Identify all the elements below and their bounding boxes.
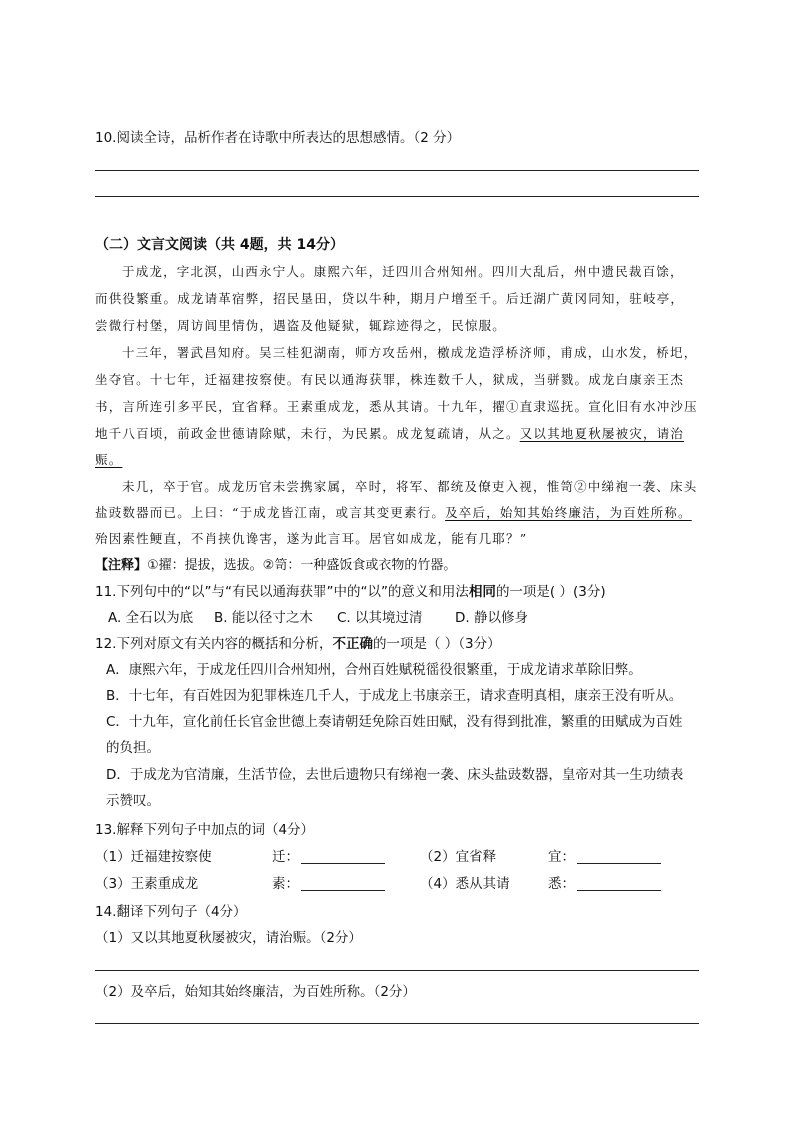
passage-line: 殆因素性鲠直，不肖挟仇谗害，遂为此言耳。居官如成龙，能有几耶？” — [95, 531, 528, 546]
q13-item: （4）悉从其请 — [420, 876, 510, 892]
q12-stem: 12.下列对原文有关内容的概括和分析，不正确的一项是（ ）（3分） — [95, 636, 501, 652]
passage-line — [95, 424, 684, 444]
option-c: C. 以其境过清 — [337, 610, 423, 626]
passage-text: 地千八百顷，前政金世德请除赋，未行，为民累。成龙复疏请，从之。 — [95, 426, 520, 441]
q13-answer: 迁： — [272, 847, 385, 867]
q14-stem: 14.翻译下列句子（4分） — [95, 904, 247, 920]
q13-answer: 素： — [272, 874, 385, 894]
answer-blank[interactable] — [301, 876, 385, 891]
passage-line: 十三年，署武昌知府。吴三桂犯湖南，师方攻岳州，檄成龙造浮桥济师，甫成，山水发，桥圯， — [122, 345, 698, 360]
notes — [95, 556, 456, 576]
passage-text: 盐豉数器而已。上曰：“于成龙皆江南，或言其变更素行。 — [95, 505, 446, 520]
q10-stem: 10.阅读全诗，品析作者在诗歌中所表达的思想感情。（2 分） — [95, 130, 461, 146]
answer-line — [95, 196, 699, 197]
passage-line: 坐夺官。十七年，迁福建按察使。有民以通海获罪，株连数千人，狱成，当骈戮。成龙白康亲王杰 — [95, 372, 685, 387]
option-b: B. 能以径寸之木 — [214, 610, 313, 626]
q13-answer: 宜： — [548, 847, 661, 867]
q11-stem: 11.下列句中的“以”与“有民以通海获罪”中的“以”的意义和用法相同的一项是( ）(3分) — [95, 584, 606, 600]
q13-stem: 13.解释下列句子中加点的词（4分） — [95, 822, 315, 838]
underlined-sentence: 又以其地夏秋屡被灾，请治 — [519, 426, 685, 441]
emphasis: 相同 — [468, 584, 496, 600]
answer-blank[interactable] — [301, 849, 385, 864]
answer-line[interactable] — [95, 1023, 699, 1024]
q12-option-d: D．于成龙为官清廉，生活节俭，去世后遗物只有绨袍一袭、床头盐豉数器，皇帝对其一生功绩表 — [106, 767, 684, 783]
option-a: A. 全石以为底 — [108, 610, 194, 626]
section-title: （二）文言文阅读（共 4题，共 14分） — [95, 237, 344, 253]
q11-options — [108, 608, 528, 628]
q12-option-c: C．十九年，宣化前任长官金世德上奏请朝廷免除百姓田赋，没有得到批准，繁重的田赋成为百姓 — [106, 714, 683, 730]
notes-text: ①擢：提拔，选拔。②笥：一种盛饭食或衣物的竹器。 — [147, 558, 457, 573]
q12-option-b: B．十七年，有百姓因为犯罪株连几千人，于成龙上书康亲王，请求查明真相，康亲王没有听从。 — [106, 688, 683, 704]
q12-option-c-cont: 的负担。 — [106, 740, 160, 756]
q12-option-d-cont: 示赞叹。 — [106, 793, 160, 809]
underlined-sentence: 及卒后，始知其始终廉洁，为百姓所称。 — [445, 505, 692, 520]
q14-sentence-2: （2）及卒后，始知其始终廉洁，为百姓所称。（2分） — [95, 984, 416, 1000]
passage-line — [95, 450, 122, 470]
passage-line: 于成龙，字北溟，山西永宁人。康熙六年，迁四川合州知州。四川大乱后，州中遗民裁百馀， — [122, 264, 684, 279]
passage-line — [95, 503, 692, 523]
q12-option-a: A．康熙六年，于成龙任四川合州知州，合州百姓赋税徭役很繁重，于成龙请求革除旧弊。 — [106, 662, 642, 678]
q14-sentence-1: （1）又以其地夏秋屡被灾，请治赈。（2分） — [95, 930, 362, 946]
answer-blank[interactable] — [577, 849, 661, 864]
passage-line: 而供役繁重。成龙请革宿弊，招民垦田，贷以牛种，期月户增至千。后迁湖广黄冈同知，驻岐亭， — [95, 291, 685, 306]
underlined-sentence: 赈。 — [95, 452, 123, 467]
answer-blank[interactable] — [577, 876, 661, 891]
answer-line[interactable] — [95, 970, 699, 971]
q13-answer: 悉： — [548, 874, 661, 894]
q13-item: （3）王素重成龙 — [95, 876, 199, 892]
notes-label: 【注释】 — [95, 558, 148, 573]
q13-item: （2）宜省释 — [420, 849, 497, 865]
passage-line: 尝微行村堡，周访闾里情伪，遇盗及他疑狱，辄踪迹得之，民惊服。 — [95, 318, 507, 333]
passage-line: 未几，卒于官。成龙历官未尝携家属，卒时，将军、都统及僚吏入视，惟笥②中绨袍一袭、床头 — [122, 479, 698, 494]
passage-line: 书，言所连引多平民，宜省释。王素重成龙，悉从其请。十九年，擢①直隶巡抚。宣化旧有水冲沙压 — [95, 399, 698, 414]
q13-item: （1）迁福建按察使 — [95, 849, 212, 865]
emphasis: 不正确 — [332, 636, 373, 652]
option-d: D. 静以修身 — [455, 610, 528, 626]
answer-line — [95, 170, 699, 171]
